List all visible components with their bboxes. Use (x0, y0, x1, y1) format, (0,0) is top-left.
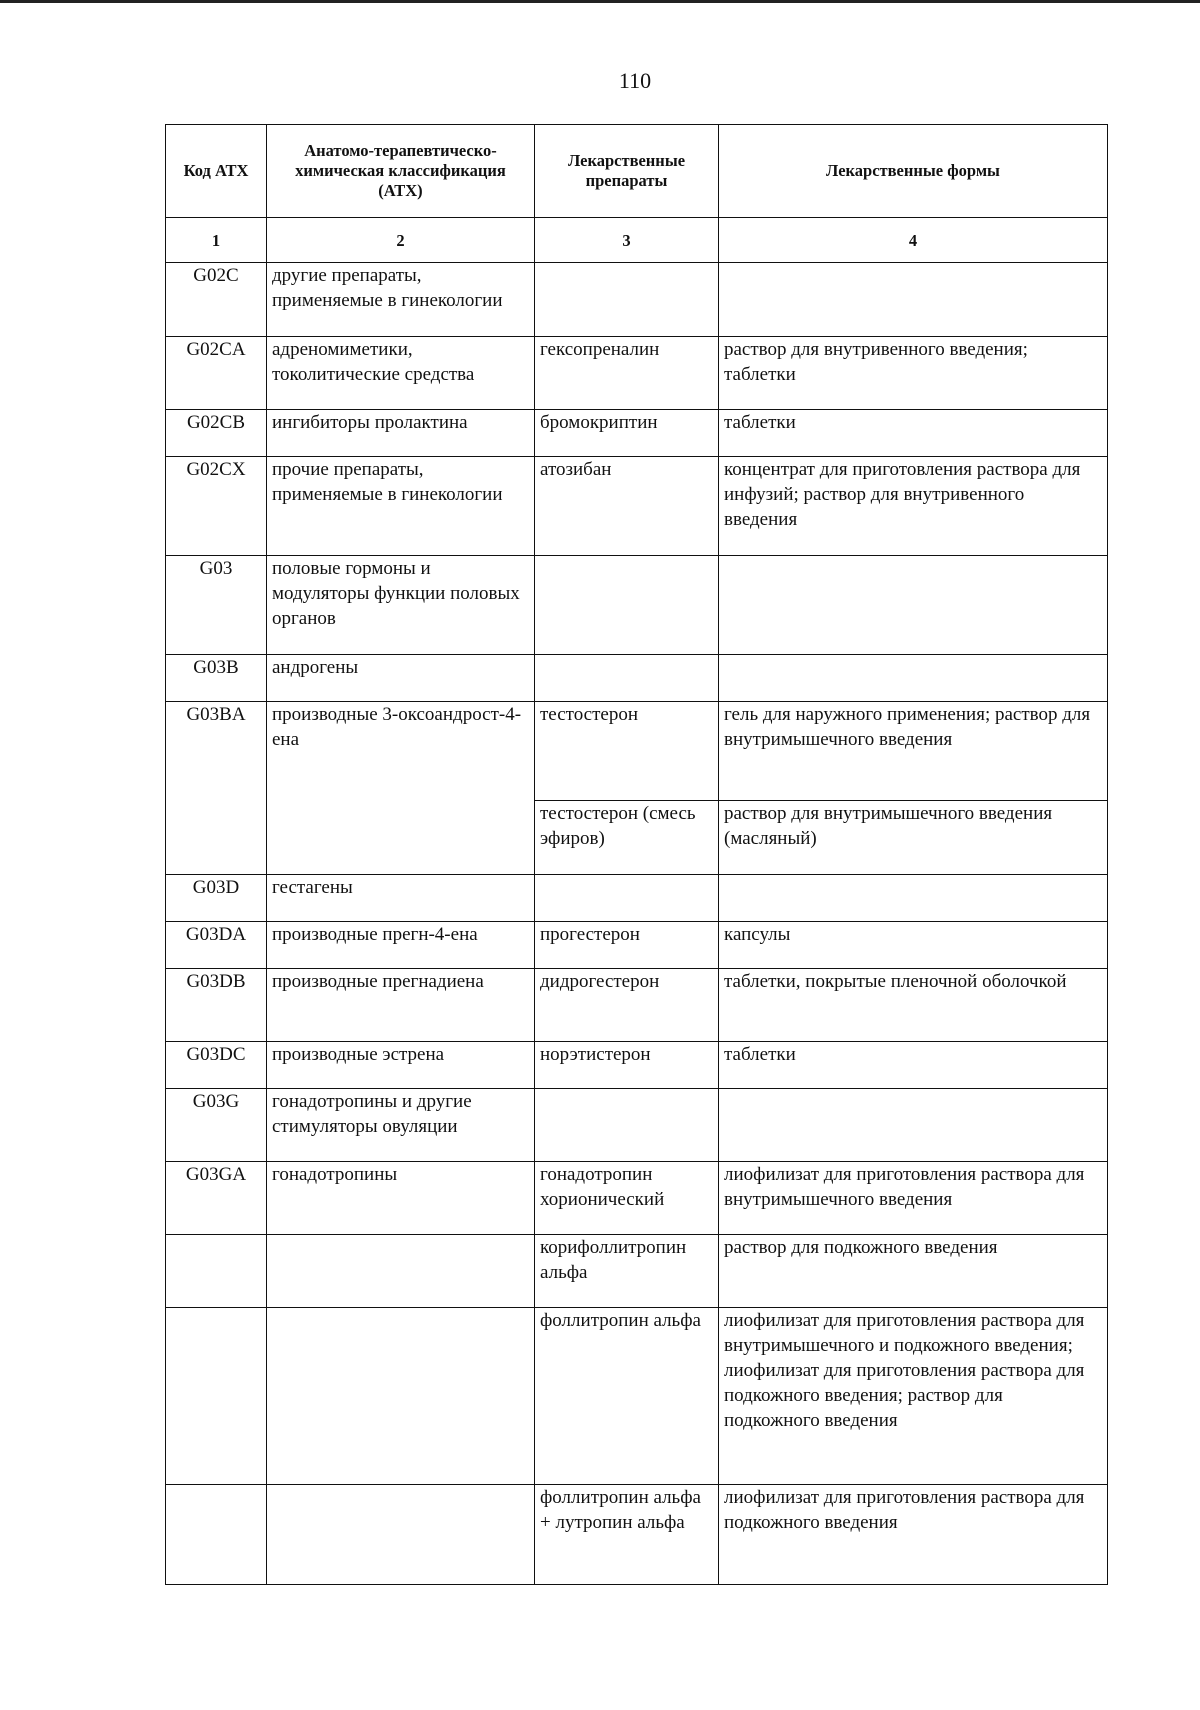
table-row (166, 1235, 1108, 1308)
atc-code-cell: G03G (166, 1089, 267, 1162)
drug-cell (535, 1089, 719, 1162)
table-row (166, 1485, 1108, 1585)
drug-cell: гонадотропин хорионический (535, 1162, 719, 1235)
table-row (166, 1162, 1108, 1235)
column-number: 4 (719, 218, 1108, 263)
forms-cell: гель для наружного применения; раствор для внутримышечного введения (719, 702, 1108, 801)
drug-cell: гексопреналин (535, 337, 719, 410)
classification-cell (267, 1485, 535, 1585)
classification-cell: гонадотропины (267, 1162, 535, 1235)
classification-cell (267, 1308, 535, 1485)
atc-code-cell: G03GA (166, 1162, 267, 1235)
atc-code-cell: G02C (166, 263, 267, 337)
drug-cell: норэтистерон (535, 1042, 719, 1089)
table-row (166, 875, 1108, 922)
header-atc-classification: Анатомо-терапевтическо-химическая классификация (АТХ) (267, 125, 535, 218)
table-row (166, 1042, 1108, 1089)
atc-code-cell: G02CX (166, 457, 267, 556)
table-row (166, 922, 1108, 969)
drug-cell: тестостерон (535, 702, 719, 801)
table-row (166, 556, 1108, 655)
table-row (166, 1089, 1108, 1162)
atc-code-cell: G03DB (166, 969, 267, 1042)
classification-cell: производные 3-оксоандрост-4-ена (267, 702, 535, 875)
forms-cell: раствор для внутривенного введения; таблетки (719, 337, 1108, 410)
classification-cell: другие препараты, применяемые в гинекологии (267, 263, 535, 337)
atc-code-cell: G03DC (166, 1042, 267, 1089)
drug-cell: фоллитропин альфа (535, 1308, 719, 1485)
forms-cell (719, 263, 1108, 337)
header-dosage-forms: Лекарственные формы (719, 125, 1108, 218)
classification-cell: гонадотропины и другие стимуляторы овуляции (267, 1089, 535, 1162)
table-row (166, 263, 1108, 337)
drug-cell (535, 655, 719, 702)
classification-cell: андрогены (267, 655, 535, 702)
scan-border-line (0, 0, 1200, 3)
drug-cell: прогестерон (535, 922, 719, 969)
atc-code-cell (166, 1308, 267, 1485)
atc-table (165, 124, 1108, 1585)
forms-cell: лиофилизат для приготовления раствора для подкожного введения (719, 1485, 1108, 1585)
atc-code-cell: G02CB (166, 410, 267, 457)
header-atc-code: Код АТХ (166, 125, 267, 218)
classification-cell: адреномиметики, токолитические средства (267, 337, 535, 410)
drug-cell: корифоллитропин альфа (535, 1235, 719, 1308)
column-number: 1 (166, 218, 267, 263)
forms-cell (719, 655, 1108, 702)
atc-code-cell: G03D (166, 875, 267, 922)
classification-cell: половые гормоны и модуляторы функции половых органов (267, 556, 535, 655)
classification-cell: производные прегнадиена (267, 969, 535, 1042)
forms-cell: лиофилизат для приготовления раствора для внутримышечного введения (719, 1162, 1108, 1235)
classification-cell (267, 1235, 535, 1308)
classification-cell: прочие препараты, применяемые в гинекологии (267, 457, 535, 556)
drug-cell: бромокриптин (535, 410, 719, 457)
drug-cell (535, 556, 719, 655)
table-row (166, 655, 1108, 702)
forms-cell: концентрат для приготовления раствора для инфузий; раствор для внутривенного введения (719, 457, 1108, 556)
drug-cell (535, 875, 719, 922)
table-row (166, 337, 1108, 410)
drug-cell: атозибан (535, 457, 719, 556)
drug-cell (535, 263, 719, 337)
column-number: 3 (535, 218, 719, 263)
column-number-row (166, 218, 1108, 263)
classification-cell: производные эстрена (267, 1042, 535, 1089)
classification-cell: производные прегн-4-ена (267, 922, 535, 969)
forms-cell (719, 1089, 1108, 1162)
forms-cell: капсулы (719, 922, 1108, 969)
forms-cell: раствор для внутримышечного введения (масляный) (719, 801, 1108, 875)
atc-code-cell (166, 1235, 267, 1308)
atc-code-cell (166, 1485, 267, 1585)
column-number: 2 (267, 218, 535, 263)
table-row (166, 410, 1108, 457)
table-row (166, 969, 1108, 1042)
atc-code-cell: G03B (166, 655, 267, 702)
atc-code-cell: G02CA (166, 337, 267, 410)
classification-cell: ингибиторы пролактина (267, 410, 535, 457)
forms-cell: таблетки, покрытые пленочной оболочкой (719, 969, 1108, 1042)
atc-code-cell: G03BA (166, 702, 267, 875)
drug-cell: дидрогестерон (535, 969, 719, 1042)
header-drugs: Лекарственные препараты (535, 125, 719, 218)
drug-cell: тестостерон (смесь эфиров) (535, 801, 719, 875)
forms-cell (719, 556, 1108, 655)
drug-cell: фоллитропин альфа + лутропин альфа (535, 1485, 719, 1585)
table-header-row (166, 125, 1108, 218)
forms-cell: таблетки (719, 1042, 1108, 1089)
table-row (166, 1308, 1108, 1485)
table-row (166, 457, 1108, 556)
atc-code-cell: G03DA (166, 922, 267, 969)
table-row (166, 702, 1108, 801)
classification-cell: гестагены (267, 875, 535, 922)
forms-cell: лиофилизат для приготовления раствора для внутримышечного и подкожного введения; лиофилизат для приготовления раствора для подкожного введения; раствор для подкожного введения (719, 1308, 1108, 1485)
forms-cell: таблетки (719, 410, 1108, 457)
forms-cell: раствор для подкожного введения (719, 1235, 1108, 1308)
forms-cell (719, 875, 1108, 922)
page-number: 110 (618, 68, 652, 93)
atc-code-cell: G03 (166, 556, 267, 655)
